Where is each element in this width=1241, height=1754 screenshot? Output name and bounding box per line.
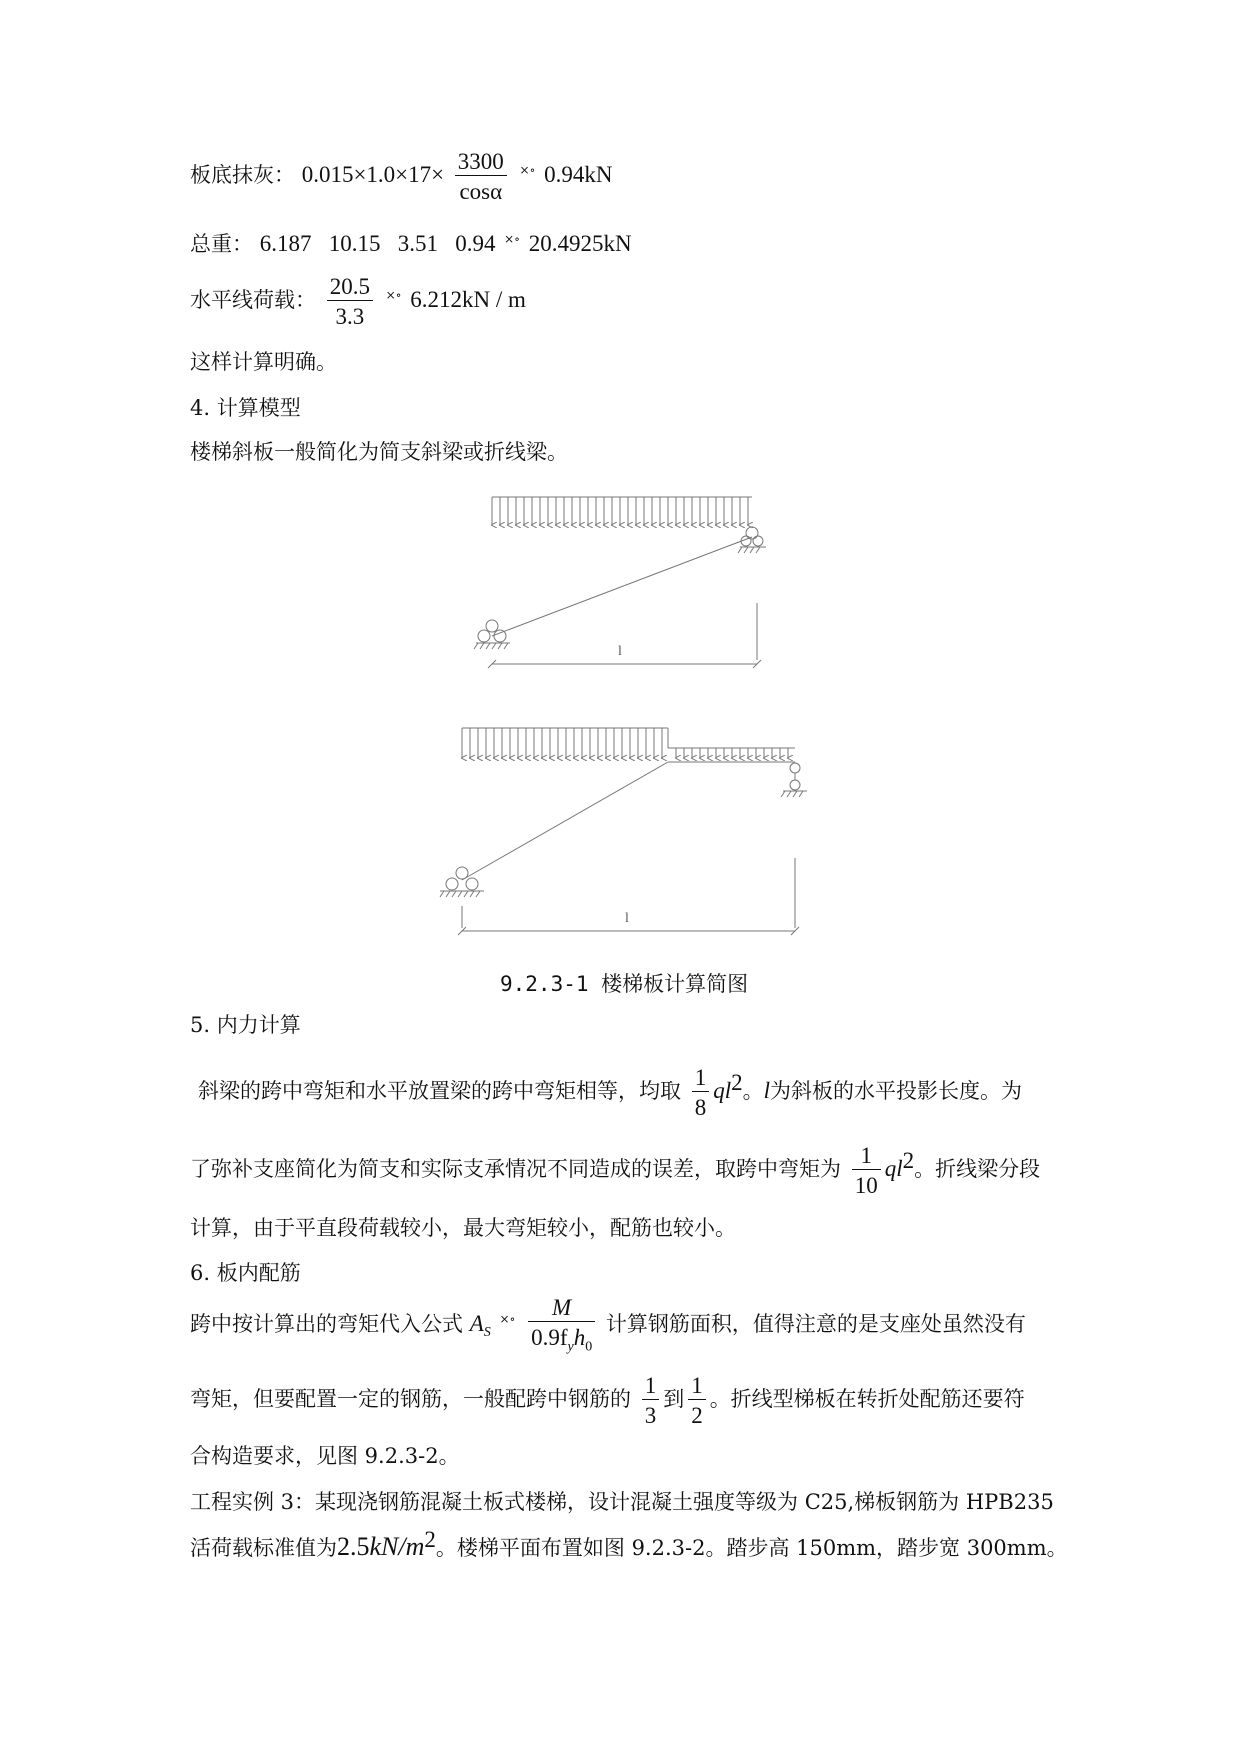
sec6-para-1 [190,1296,1026,1355]
sec5-p1b: 。 [742,1079,764,1103]
frac-num: 1 [852,1144,881,1170]
sec5-para-2 [190,1144,1040,1197]
sec5-heading: 5. 内力计算 [190,1013,301,1037]
figure-2-broken-beam [440,728,807,935]
horiz-num: 20.5 [327,275,373,301]
sec6-para-3: 合构造要求，见图 9.2.3-2。 [190,1444,460,1468]
sec5-para-3: 计算，由于平直段荷载较小，最大弯矩较小，配筋也较小。 [190,1216,736,1240]
sec6-p1b: 计算钢筋面积，值得注意的是支座处虽然没有 [605,1311,1026,1336]
example-p2b: 。楼梯平面布置如图 9.2.3-2。踏步高 150mm，踏步宽 300mm。 [435,1536,1068,1560]
example-p2a: 活荷载标准值为 [190,1536,337,1560]
sup-2: 2 [731,1070,743,1095]
load-arrows-1 [492,497,748,525]
fraction-one-tenth [852,1144,881,1197]
inclined-beam-1 [492,537,752,636]
den-h: h [573,1325,586,1350]
sec6-heading: 6. 板内配筋 [190,1261,301,1285]
l-symbol: l [763,1078,770,1103]
den-0: 0 [585,1339,593,1355]
sup-2: 2 [902,1148,915,1173]
horiz-label: 水平线荷载： [190,288,316,312]
plaster-frac-den: cosα [459,179,503,204]
frac-num: M [528,1296,595,1322]
frac-den: 8 [694,1095,707,1120]
calc-clear: 这样计算明确。 [190,350,337,374]
sec6-p2b: 。折线型梯板在转折处配筋还要符 [709,1387,1025,1411]
to-word: 到 [663,1387,685,1411]
example-unit: kN/m [369,1532,425,1561]
span-label-1: l [618,644,622,659]
equals-glyph: ×∘ [499,1311,516,1326]
ql-term: ql [884,1156,903,1181]
frac-den [528,1322,595,1355]
sec4-heading: 4. 计算模型 [190,396,301,420]
load-arrows-2 [462,728,788,758]
As-symbol: A [469,1310,484,1336]
frac-den: 3 [644,1403,657,1428]
span-label-2: l [625,911,629,926]
total-expr: 6.187 10.15 3.51 0.94 [259,231,496,256]
sup-2: 2 [424,1527,436,1552]
inclined-segment-2 [462,762,668,880]
fraction-one-half [688,1374,706,1427]
equals-glyph: ×∘ [504,232,521,246]
sec6-p1a: 跨中按计算出的弯矩代入公式 [190,1311,463,1336]
plaster-result: 0.94kN [544,162,613,187]
frac-num: 1 [688,1374,706,1400]
equals-glyph: ×∘ [519,163,536,177]
ql-term: ql [713,1078,732,1103]
horiz-result: 6.212kN / m [410,287,526,312]
total-label: 总重： [190,232,253,256]
example-value: 2.5 [337,1532,370,1561]
figure-caption: 9.2.3-1 楼梯板计算简图 [500,972,749,996]
total-result: 20.4925kN [528,231,632,256]
horiz-den: 3.3 [335,304,365,329]
right-support-1 [738,527,766,553]
frac-num: 1 [692,1066,710,1092]
plaster-expr: 0.015×1.0×17× [301,162,445,187]
frac-den: 2 [691,1403,703,1428]
frac-den: 10 [854,1173,878,1198]
frac-num: 1 [642,1374,660,1400]
sec5-p2b: 。折线梁分段 [914,1157,1041,1181]
den-y: y [567,1339,574,1355]
sec6-para-2 [190,1374,1025,1427]
example-line-2 [190,1528,1068,1560]
example-line-1: 工程实例 3：某现浇钢筋混凝土板式楼梯，设计混凝土强度等级为 C25,梯板钢筋为 HPB235 [190,1490,1054,1514]
den-09f: 0.9f [531,1325,568,1350]
As-sub: S [483,1324,491,1340]
right-support-2 [781,763,807,797]
sec5-p2a: 了弥补支座简化为简支和实际支承情况不同造成的误差，取跨中弯矩为 [190,1157,841,1181]
left-support-1 [474,620,510,649]
sec5-p1c: 为斜板的水平投影长度。为 [769,1079,1022,1103]
plaster-label: 板底抹灰： [190,163,295,187]
plaster-frac-num: 3300 [455,150,507,176]
sec5-para-1 [198,1066,1022,1119]
fraction-one-eighth [692,1066,710,1119]
sec5-p1a: 斜梁的跨中弯矩和水平放置梁的跨中弯矩相等，均取 [198,1079,681,1103]
equals-glyph: ×∘ [385,288,402,302]
sec4-text: 楼梯斜板一般简化为简支斜梁或折线梁。 [190,440,568,464]
figure-1-inclined-beam [474,497,766,668]
as-fraction [528,1296,595,1355]
fraction-one-third [642,1374,660,1427]
sec6-p2a: 弯矩，但要配置一定的钢筋，一般配跨中钢筋的 [190,1387,631,1411]
